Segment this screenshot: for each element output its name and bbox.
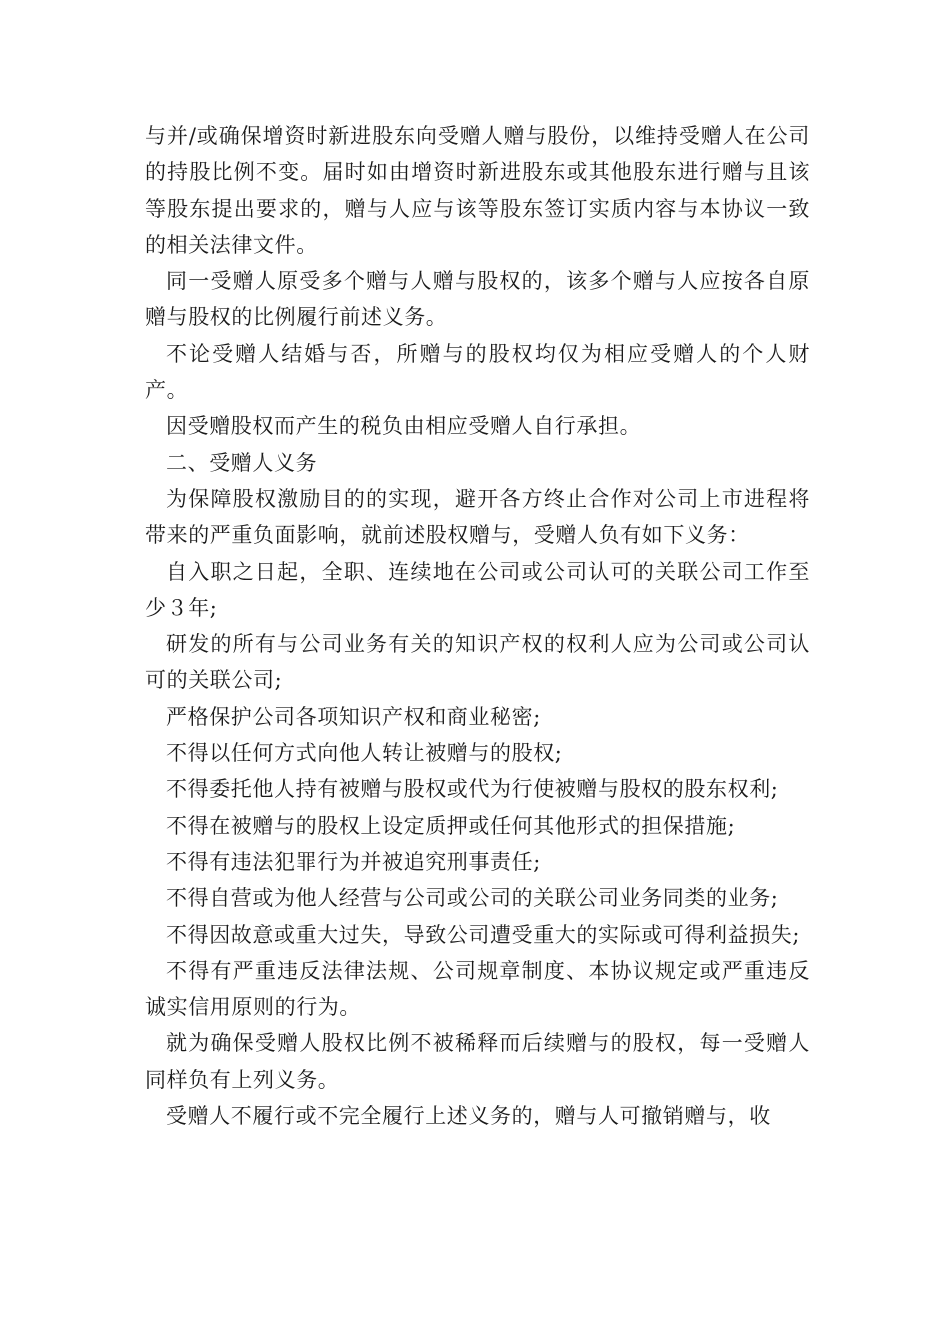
paragraph: 就为确保受赠人股权比例不被稀释而后续赠与的股权，每一受赠人同样负有上列义务。: [145, 1031, 810, 1092]
obligation-item: 不得在被赠与的股权上设定质押或任何其他形式的担保措施;: [166, 813, 736, 838]
obligation-item: 不得因故意或重大过失，导致公司遭受重大的实际或可得利益损失;: [166, 922, 801, 947]
paragraph: 不论受赠人结婚与否，所赠与的股权均仅为相应受赠人的个人财产。: [145, 341, 810, 403]
paragraph: 因受赠股权而产生的税负由相应受赠人自行承担。: [166, 414, 642, 439]
obligation-item: 研发的所有与公司业务有关的知识产权的权利人应为公司或公司认可的关联公司;: [145, 632, 810, 693]
paragraph: 为保障股权激励目的的实现，避开各方终止合作对公司上市进程将带来的严重负面影响，就前述股权赠与，受赠人负有如下义务：: [145, 486, 810, 548]
obligation-item: 不得有违法犯罪行为并被追究刑事责任;: [166, 849, 541, 874]
obligation-item: 自入职之日起，全职、连续地在公司或公司认可的关联公司工作至少３年;: [145, 559, 810, 620]
paragraph: 同一受赠人原受多个赠与人赠与股权的，该多个赠与人应按各自原赠与股权的比例履行前述义务。: [145, 269, 810, 330]
paragraph-truncated: 受赠人不履行或不完全履行上述义务的，赠与人可撤销赠与，收: [166, 1104, 771, 1129]
obligation-item: 不得有严重违反法律法规、公司规章制度、本协议规定或严重违反诚实信用原则的行为。: [145, 958, 810, 1020]
obligation-item: 不得委托他人持有被赠与股权或代为行使被赠与股权的股东权利;: [166, 777, 779, 802]
document-body: [145, 118, 810, 1134]
obligation-item: 不得自营或为他人经营与公司或公司的关联公司业务同类的业务;: [166, 886, 779, 911]
obligation-item: 严格保护公司各项知识产权和商业秘密;: [166, 704, 541, 729]
obligation-item: 不得以任何方式向他人转让被赠与的股权;: [166, 741, 563, 766]
section-heading: 二、受赠人义务: [166, 450, 318, 475]
paragraph-continuation: 与并/或确保增资时新进股东向受赠人赠与股份，以维持受赠人在公司的持股比例不变。届时如由增资时新进股东或其他股东进行赠与且该等股东提出要求的，赠与人应与该等股东签订实质内容与本协议一致的相关法律文件。: [145, 124, 810, 257]
